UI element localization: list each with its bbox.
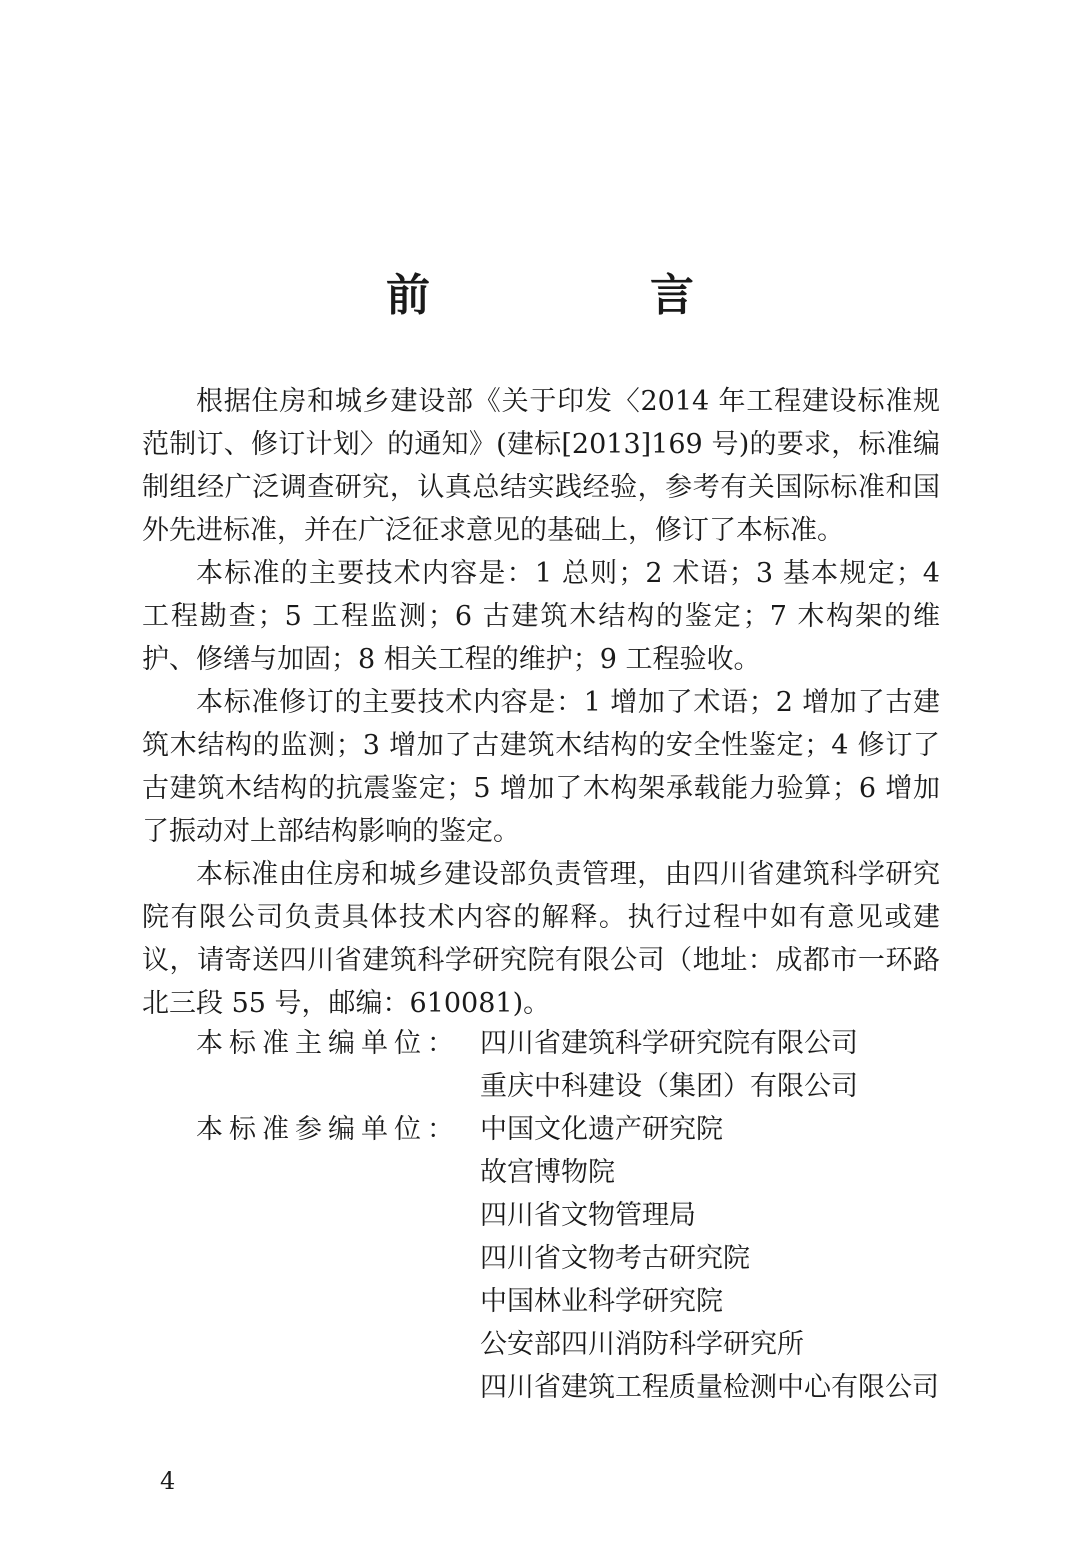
paragraph-main-content: 本标准的主要技术内容是：1 总则；2 术语；3 基本规定；4 工程勘查；5 工程监测；6 古建筑木结构的鉴定；7 木构架的维护、修缮与加固；8 相关工程的维护；9 工程验收。 (142, 558, 940, 675)
chief-unit-item: 四川省建筑科学研究院有限公司 (480, 1028, 858, 1059)
participating-units-list (480, 1108, 940, 1409)
paragraph-management: 本标准由住房和城乡建设部负责管理，由四川省建筑科学研究院有限公司负责具体技术内容的解释。执行过程中如有意见或建议，请寄送四川省建筑科学研究院有限公司（地址：成都市一环路北三段 55 号，邮编：610081)。 (142, 859, 940, 1019)
chief-unit-item: 重庆中科建设（集团）有限公司 (480, 1071, 858, 1102)
units-section (196, 1022, 940, 1409)
participating-unit-item: 中国文化遗产研究院 (480, 1114, 723, 1145)
page-number: 4 (160, 1467, 176, 1495)
participating-units-label: 本标准参编单位： (196, 1114, 460, 1145)
participating-unit-item: 四川省建筑工程质量检测中心有限公司 (480, 1372, 939, 1403)
participating-unit-item: 四川省文物管理局 (480, 1200, 696, 1231)
participating-unit-item: 四川省文物考古研究院 (480, 1243, 750, 1274)
paragraph-revision-content: 本标准修订的主要技术内容是：1 增加了术语；2 增加了古建筑木结构的监测；3 增加了古建筑木结构的安全性鉴定；4 修订了古建筑木结构的抗震鉴定；5 增加了木构架承载能力验算；6 增加了振动对上部结构影响的鉴定。 (142, 687, 940, 847)
participating-unit-item: 公安部四川消防科学研究所 (480, 1329, 804, 1360)
participating-unit-item: 中国林业科学研究院 (480, 1286, 723, 1317)
preface-body (142, 380, 940, 1025)
paragraph-basis: 根据住房和城乡建设部《关于印发〈2014 年工程建设标准规范制订、修订计划〉的通知》(建标[2013]169 号)的要求，标准编制组经广泛调查研究，认真总结实践经验，参考有关国际标准和国外先进标准，并在广泛征求意见的基础上，修订了本标准。 (142, 386, 940, 546)
participating-unit-item: 故宫博物院 (480, 1157, 615, 1188)
page-title: 前 言 (386, 270, 782, 321)
chief-units-list (480, 1022, 940, 1108)
participating-units-group (196, 1108, 940, 1409)
chief-units-group (196, 1022, 940, 1108)
chief-units-label: 本标准主编单位： (196, 1028, 460, 1059)
